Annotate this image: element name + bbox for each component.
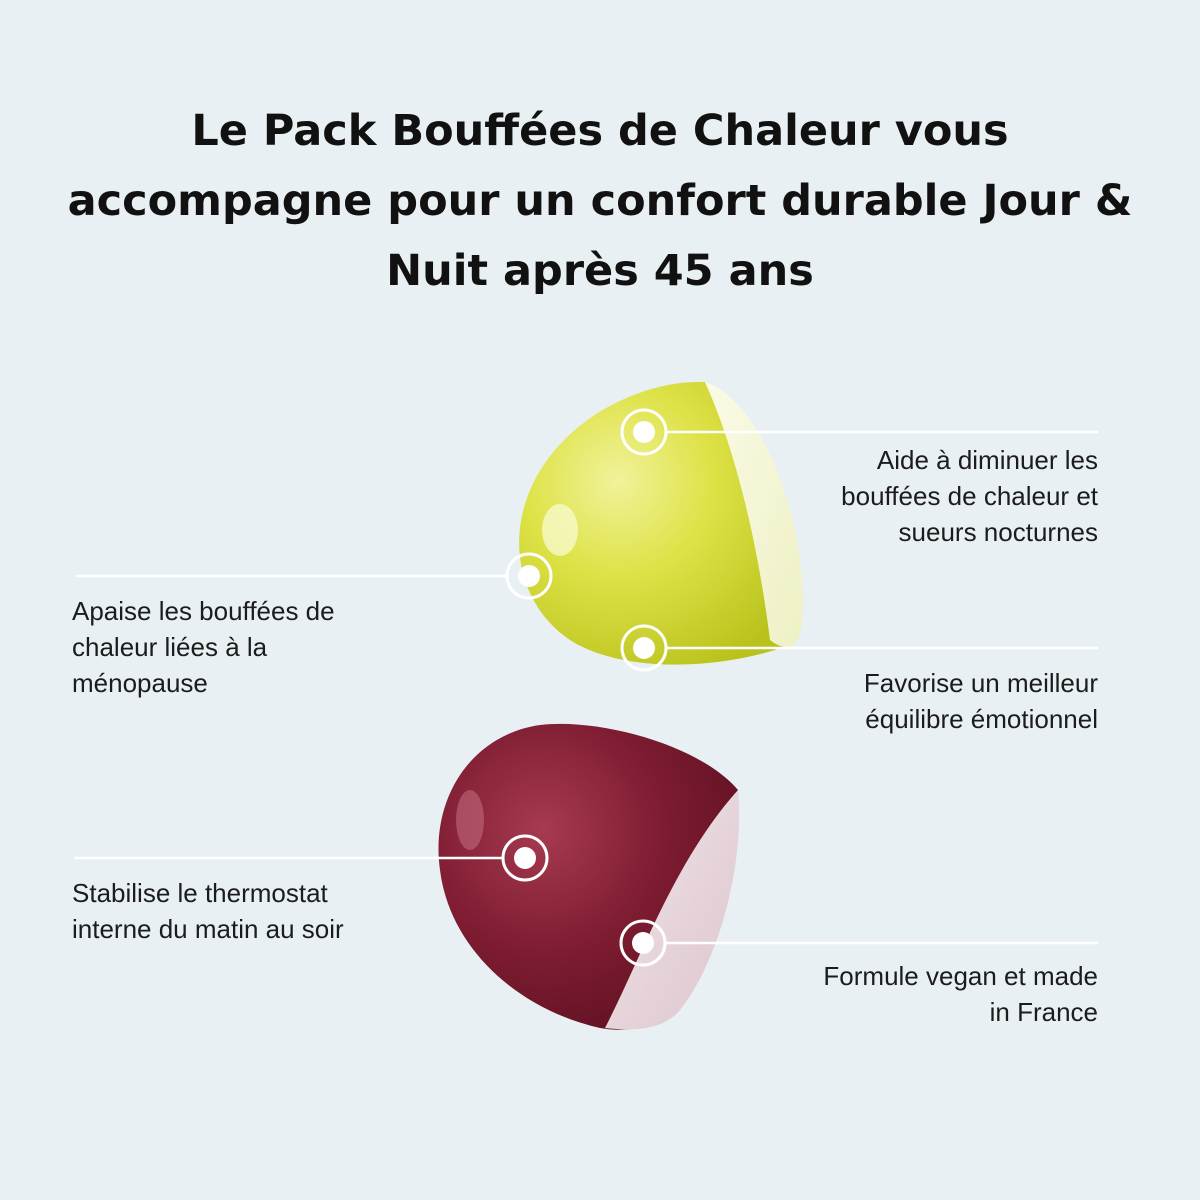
callout-text-favorise: Favorise un meilleur équilibre émotionnel [863, 668, 1098, 734]
callout-text-apaise: Apaise les bouffées de chaleur liées à la ménopause [72, 596, 335, 698]
red-gummy [438, 724, 739, 1030]
callout-text-aide: Aide à diminuer les bouffées de chaleur et sueurs nocturnes [841, 445, 1098, 547]
page-title: Le Pack Bouffées de Chaleur vous accompagne pour un confort durable Jour & Nuit après 45 ans [67, 106, 1133, 296]
callout-text-stabilise: Stabilise le thermostat interne du matin au soir [72, 878, 344, 944]
callout-text-formule: Formule vegan et made in France [823, 961, 1098, 1027]
yellow-gummy [519, 382, 803, 665]
